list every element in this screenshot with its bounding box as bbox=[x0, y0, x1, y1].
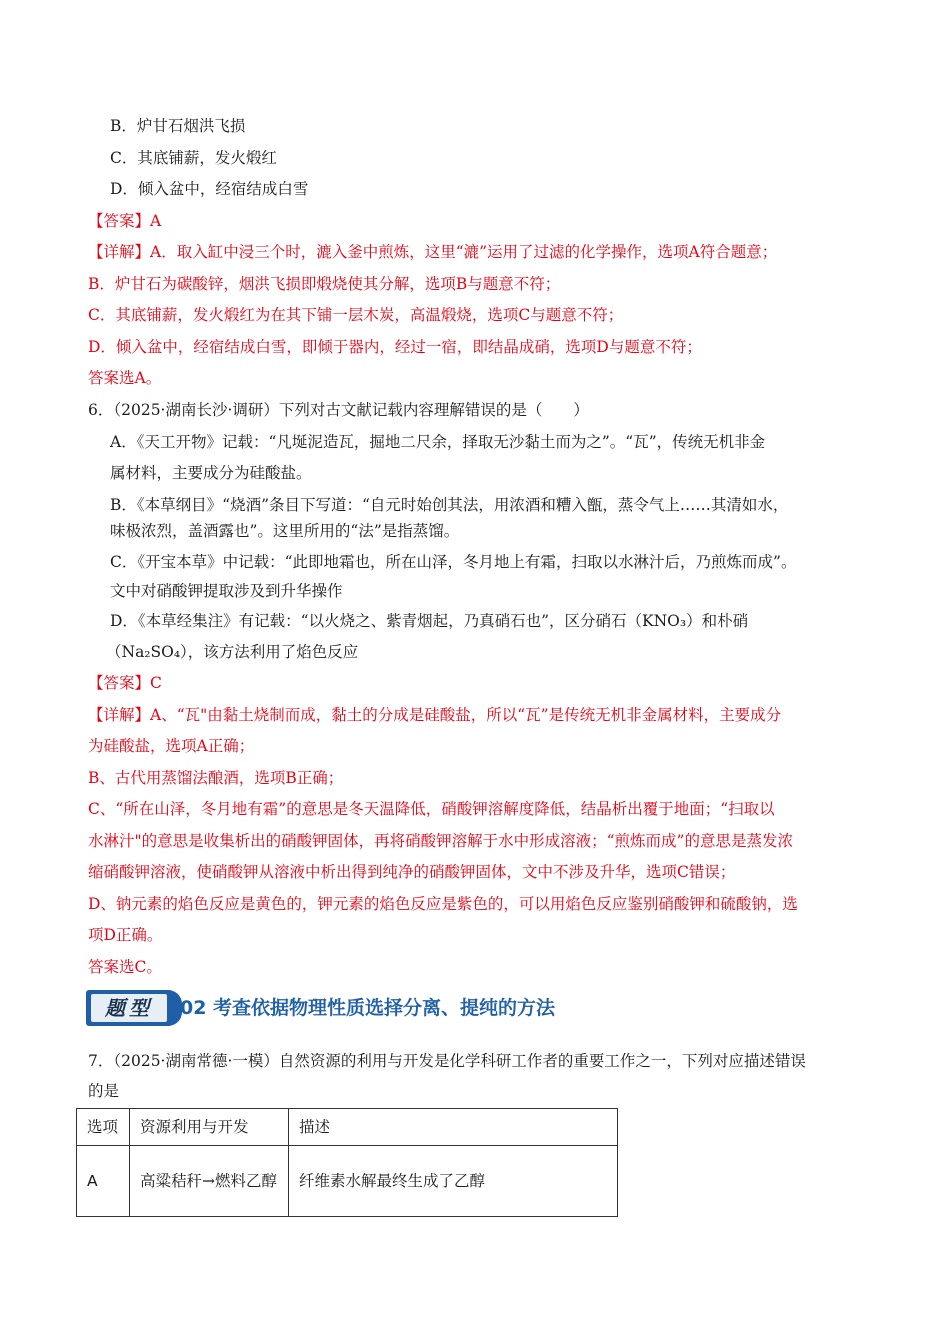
q6-stem: 6．（2025·湖南长沙·调研）下列对古文献记载内容理解错误的是（ ） bbox=[88, 401, 589, 419]
q6-option-c-cont: 文中对硝酸钾提取涉及到升华操作 bbox=[110, 582, 343, 600]
q6-explanation-line: 项D正确。 bbox=[88, 926, 163, 944]
section-tag-badge bbox=[86, 990, 172, 1026]
q6-option-b-cont: 味极浓烈，盖酒露也”。这里所用的“法”是指蒸馏。 bbox=[110, 522, 460, 540]
section-banner bbox=[86, 988, 786, 1028]
table-header-row bbox=[77, 1109, 618, 1146]
q6-explanation-line: C、“所在山泽，冬月地有霜”的意思是冬天温降低，硝酸钾溶解度降低，结晶析出覆于地面；“扫取以 bbox=[88, 800, 775, 818]
q5-option-d: D．倾入盆中，经宿结成白雪 bbox=[110, 180, 309, 198]
q6-option-a: A．《天工开物》记载：“凡埏泥造瓦，掘地二尺余，择取无沙黏土而为之”。“瓦”，传统无机非金 bbox=[110, 433, 766, 451]
q5-answer: 【答案】A bbox=[88, 212, 162, 230]
q5-explanation-line: D．倾入盆中，经宿结成白雪，即倾于器内，经过一宿，即结晶成硝，选项D与题意不符； bbox=[88, 338, 702, 356]
q6-explanation-line: B、古代用蒸馏法酿酒，选项B正确； bbox=[88, 769, 344, 787]
q6-explanation-line: 【详解】A、“瓦"由黏土烧制而成，黏土的分成是硅酸盐，所以“瓦”是传统无机非金属材料，主要成分 bbox=[88, 706, 782, 724]
q7-stem: 7．（2025·湖南常德·一模）自然资源的利用与开发是化学科研工作者的重要工作之一，下列对应描述错误 bbox=[88, 1052, 806, 1070]
q6-option-d: D．《本草经集注》有记载：“以火烧之、紫青烟起，乃真硝石也”，区分硝石（KNO₃）和朴硝 bbox=[110, 612, 749, 630]
table-row bbox=[77, 1146, 618, 1217]
q5-explanation-line: B．炉甘石为碳酸锌，烟洪飞损即煅烧使其分解，选项B与题意不符； bbox=[88, 275, 561, 293]
q6-explanation-line: 缩硝酸钾溶液，使硝酸钾从溶液中析出得到纯净的硝酸钾固体，文中不涉及升华，选项C错误； bbox=[88, 863, 736, 881]
section-tag-label: 题型 bbox=[91, 994, 167, 1022]
q7-table bbox=[76, 1108, 618, 1217]
q6-explanation-line: 水淋汁"的意思是收集析出的硝酸钾固体，再将硝酸钾溶解于水中形成溶液；“煎炼而成”的意思是蒸发浓 bbox=[88, 832, 793, 850]
table-cell: 高粱秸秆→燃料乙醇 bbox=[130, 1146, 289, 1217]
table-header-cell: 选项 bbox=[77, 1109, 130, 1146]
section-title: 02 考查依据物理性质选择分离、提纯的方法 bbox=[180, 997, 556, 1019]
q5-conclusion: 答案选A。 bbox=[88, 369, 162, 387]
q6-explanation-line: 为硅酸盐，选项A正确； bbox=[88, 737, 255, 755]
q7-stem-cont: 的是 bbox=[88, 1082, 120, 1100]
table-cell: A bbox=[77, 1146, 130, 1217]
q6-explanation-line: D、钠元素的焰色反应是黄色的，钾元素的焰色反应是紫色的，可以用焰色反应鉴别硝酸钾和硫酸钠，选 bbox=[88, 895, 798, 913]
q5-explanation-line: C．其底铺薪，发火煅红为在其下铺一层木炭，高温煅烧，选项C与题意不符； bbox=[88, 306, 624, 324]
table-header-cell: 资源利用与开发 bbox=[130, 1109, 289, 1146]
table-cell: 纤维素水解最终生成了乙醇 bbox=[289, 1146, 618, 1217]
q6-option-c: C．《开宝本草》中记载：“此即地霜也，所在山泽，冬月地上有霜，扫取以水淋汁后，乃煎炼而成”。 bbox=[110, 553, 797, 571]
q5-option-b: B．炉甘石烟洪飞损 bbox=[110, 117, 246, 135]
q5-option-c: C．其底铺薪，发火煅红 bbox=[110, 149, 277, 167]
q6-option-a-cont: 属材料，主要成分为硅酸盐。 bbox=[110, 464, 312, 482]
q6-conclusion: 答案选C。 bbox=[88, 958, 162, 976]
q6-answer: 【答案】C bbox=[88, 674, 162, 692]
table-header-cell: 描述 bbox=[289, 1109, 618, 1146]
q6-option-b: B．《本草纲目》“烧酒”条目下写道：“自元时始创其法，用浓酒和糟入甑，蒸令气上……其清如水， bbox=[110, 496, 789, 514]
q5-explanation-line: 【详解】A．取入缸中浸三个时，漉入釜中煎炼，这里“漉”运用了过滤的化学操作，选项A符合题意； bbox=[88, 243, 778, 261]
q6-option-d-cont: （Na₂SO₄），该方法利用了焰色反应 bbox=[106, 643, 359, 661]
